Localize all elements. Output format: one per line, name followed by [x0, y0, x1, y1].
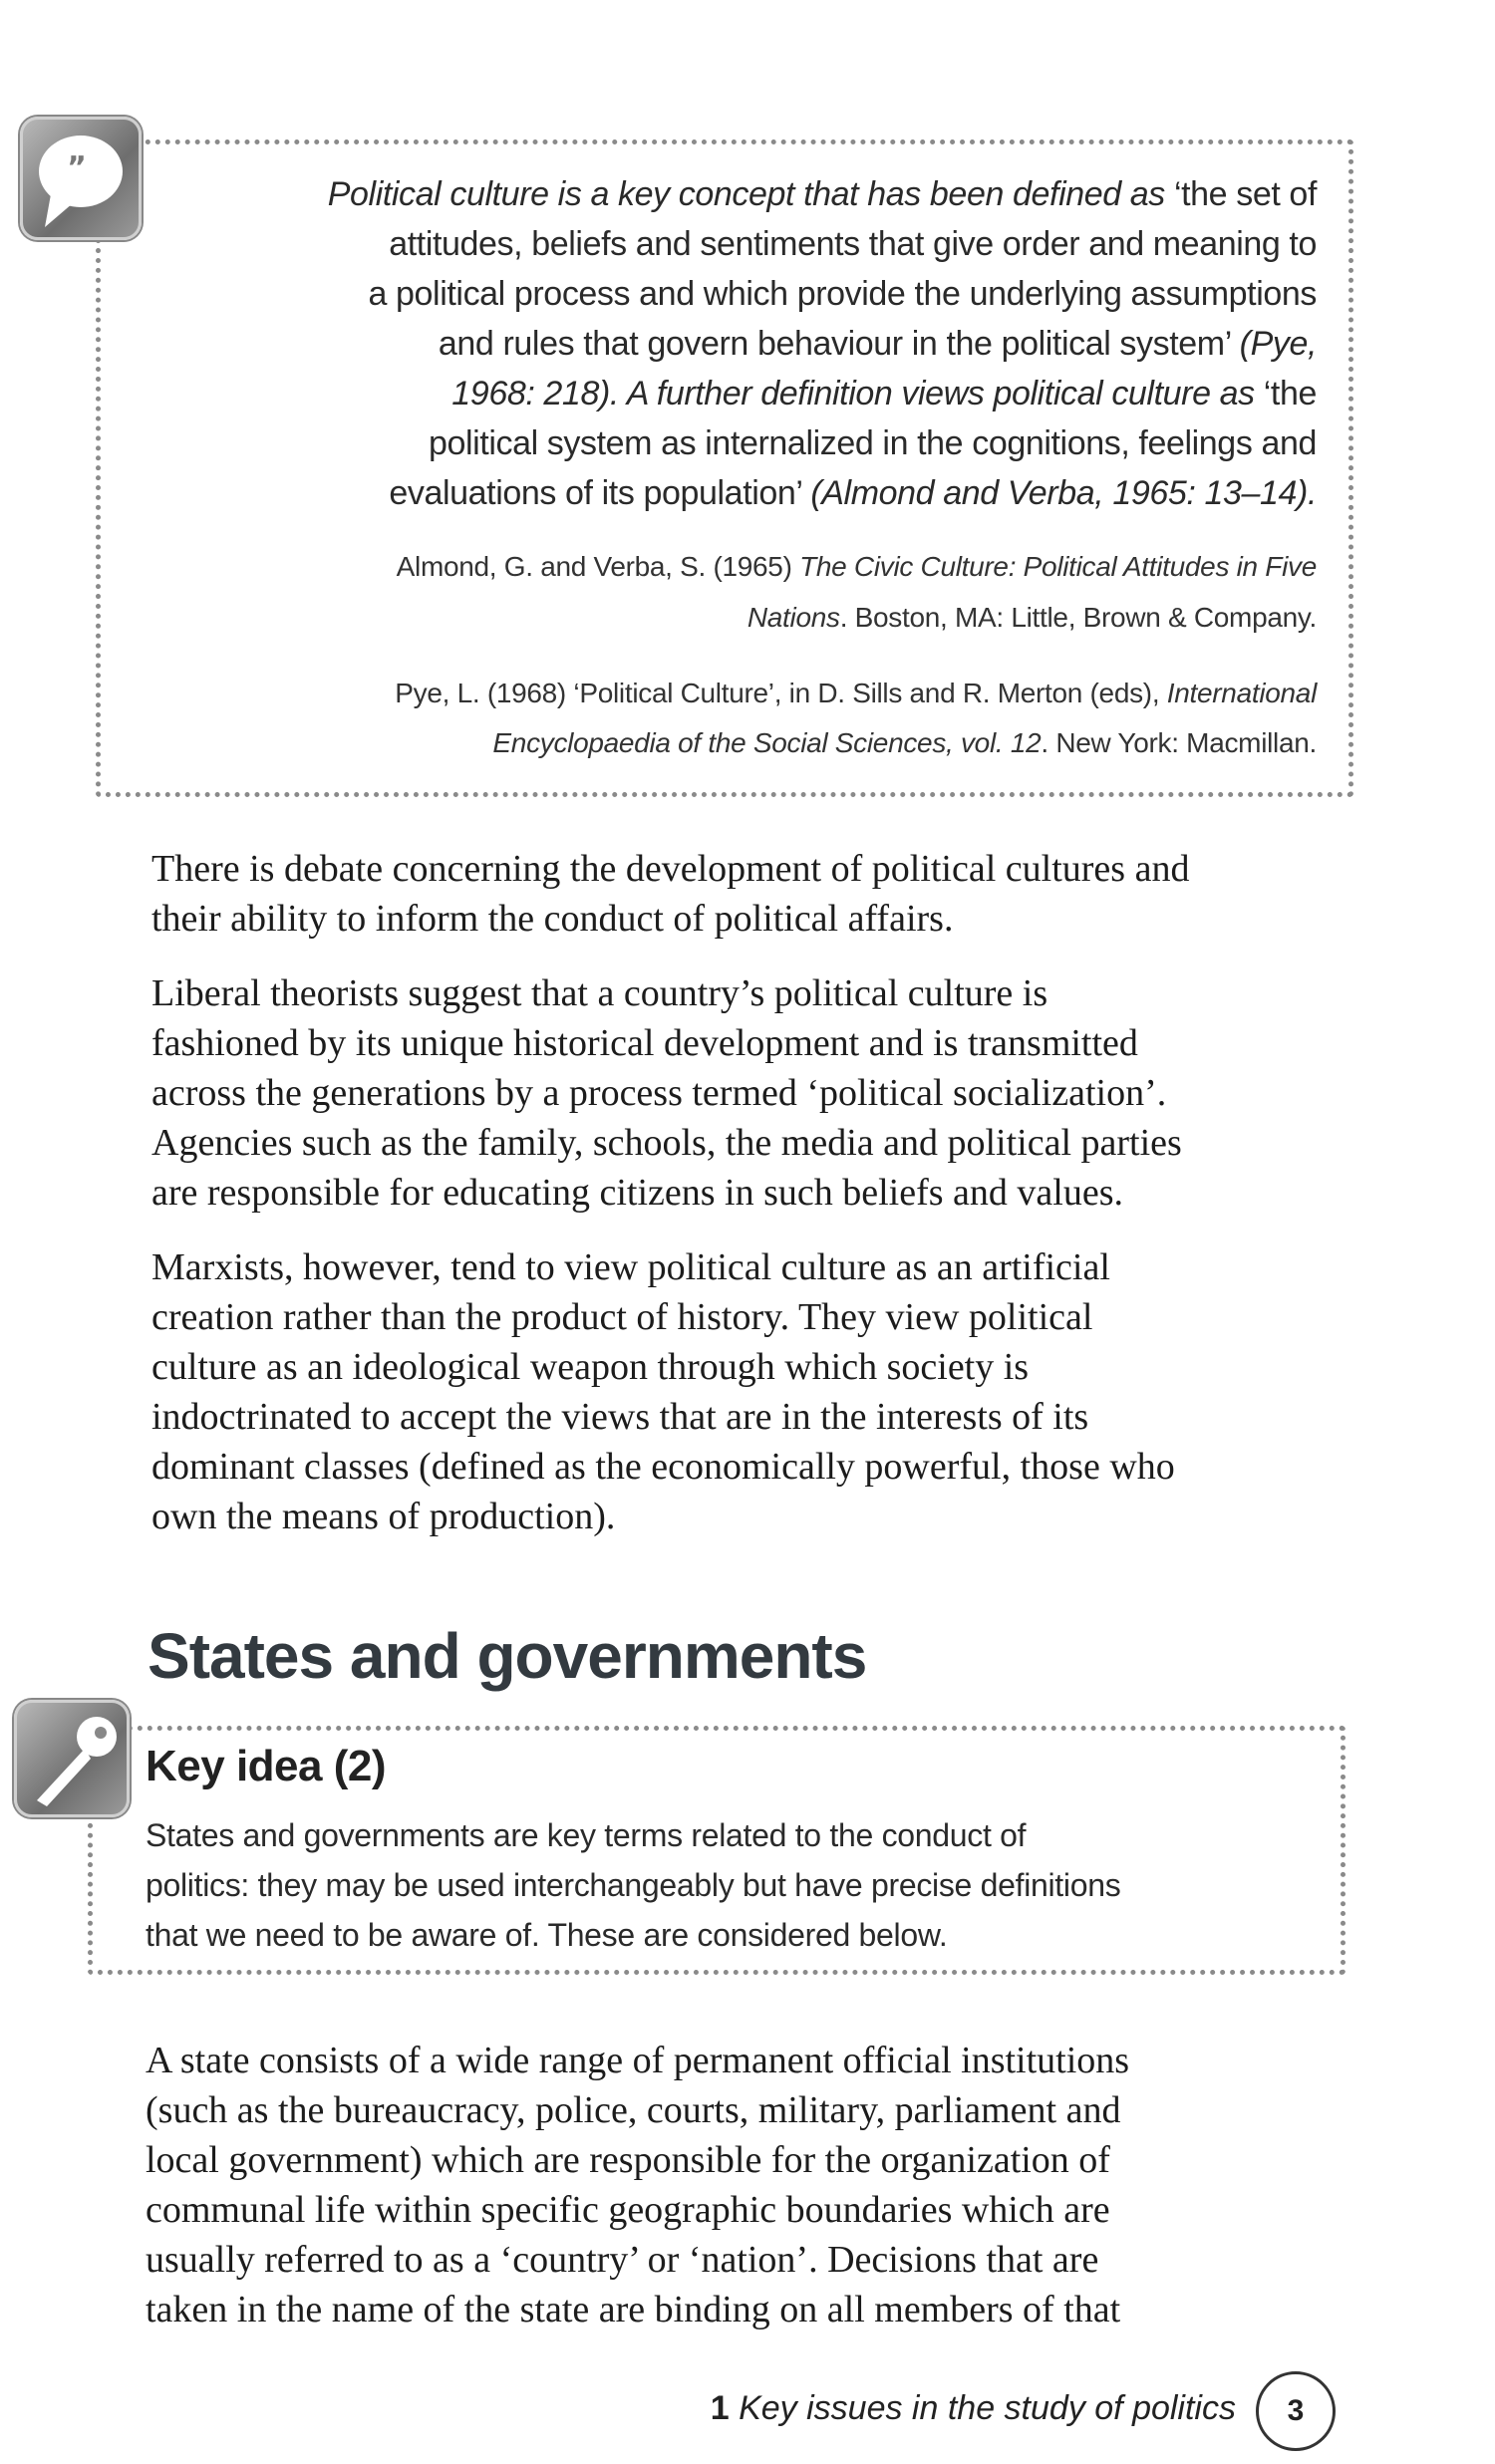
- key-icon: [14, 1700, 130, 1817]
- text-run: political system as internalized in the cognitions, feelings and: [428, 424, 1317, 462]
- quote-line: [328, 175, 1317, 214]
- paragraph-line: their ability to inform the conduct of political affairs.: [151, 898, 954, 940]
- text-run: . Boston, MA: Little, Brown & Company.: [839, 602, 1317, 633]
- text-run: Pye, L. (1968) ‘Political Culture’, in D. Sills and R. Merton (eds),: [395, 678, 1167, 708]
- paragraph-line: fashioned by its unique historical development and is transmitted: [151, 1022, 1138, 1064]
- svg-text:”: ”: [67, 150, 87, 185]
- paragraph-line: local government) which are responsible for the organization of: [146, 2139, 1110, 2181]
- italic-run: International: [1166, 678, 1317, 708]
- italic-run: (Pye,: [1239, 325, 1317, 363]
- italic-run: 1968: 218). A further definition views political culture as: [451, 375, 1264, 412]
- text-run: attitudes, beliefs and sentiments that give order and meaning to: [389, 225, 1317, 263]
- paragraph-line: communal life within specific geographic boundaries which are: [146, 2189, 1110, 2231]
- page-number: 3: [1287, 2394, 1305, 2427]
- text-run: ‘the set of: [1173, 175, 1317, 213]
- section-heading: States and governments: [148, 1620, 867, 1692]
- paragraph-line: Agencies such as the family, schools, the media and political parties: [151, 1122, 1182, 1164]
- paragraph-line: culture as an ideological weapon through which society is: [151, 1346, 1030, 1388]
- paragraph-line: Marxists, however, tend to view political culture as an artificial: [151, 1246, 1110, 1288]
- key-idea-line: politics: they may be used interchangeably but have precise definitions: [146, 1867, 1121, 1903]
- reference-line: [492, 727, 1317, 759]
- chapter-title: Key issues in the study of politics: [739, 2389, 1236, 2427]
- reference-line: [395, 678, 1317, 709]
- text-run: a political process and which provide the underlying assumptions: [368, 275, 1317, 313]
- reference-line: [748, 602, 1317, 634]
- paragraph-line: own the means of production).: [151, 1496, 616, 1537]
- key-idea-title: Key idea (2): [146, 1742, 386, 1790]
- paragraph-line: There is debate concerning the development of political cultures and: [151, 848, 1190, 890]
- paragraph-line: indoctrinated to accept the views that are in the interests of its: [151, 1396, 1089, 1438]
- paragraph-line: usually referred to as a ‘country’ or ‘nation’. Decisions that are: [146, 2239, 1099, 2281]
- chapter-number: 1: [710, 2389, 730, 2427]
- paragraph-line: Liberal theorists suggest that a country’s political culture is: [151, 972, 1048, 1014]
- paragraph-line: creation rather than the product of history. They view political: [151, 1296, 1093, 1338]
- text-run: ‘the: [1263, 375, 1317, 412]
- paragraph-line: (such as the bureaucracy, police, courts, military, parliament and: [146, 2089, 1121, 2131]
- italic-run: The Civic Culture: Political Attitudes in Five: [799, 551, 1317, 582]
- paragraph-line: A state consists of a wide range of permanent official institutions: [146, 2040, 1130, 2081]
- speech-bubble-quote-icon: [20, 117, 142, 240]
- quote-line: [451, 375, 1317, 413]
- quote-line: [389, 474, 1317, 513]
- key-idea-line: that we need to be aware of. These are considered below.: [146, 1917, 948, 1953]
- italic-run: Encyclopaedia of the Social Sciences, vol. 12: [492, 727, 1042, 758]
- quote-line: [368, 275, 1317, 314]
- quote-line: [429, 424, 1317, 463]
- paragraph-line: taken in the name of the state are binding on all members of that: [146, 2289, 1121, 2330]
- italic-run: (Almond and Verba, 1965: 13–14).: [810, 474, 1317, 512]
- quote-line: [389, 225, 1317, 264]
- running-footer: [711, 2389, 1236, 2428]
- italic-run: Nations: [747, 602, 840, 633]
- text-run: evaluations of its population’: [389, 474, 811, 512]
- page-number-badge: [1256, 2371, 1336, 2451]
- paragraph-line: are responsible for educating citizens in such beliefs and values.: [151, 1172, 1123, 1214]
- key-idea-line: States and governments are key terms related to the conduct of: [146, 1817, 1027, 1853]
- quote-line: [439, 325, 1317, 364]
- paragraph-line: across the generations by a process termed ‘political socialization’.: [151, 1072, 1167, 1114]
- text-run: Almond, G. and Verba, S. (1965): [396, 551, 800, 582]
- text-run: and rules that govern behaviour in the political system’: [438, 325, 1240, 363]
- text-run: . New York: Macmillan.: [1041, 727, 1317, 758]
- paragraph-line: dominant classes (defined as the economically powerful, those who: [151, 1446, 1175, 1488]
- reference-line: [397, 551, 1317, 583]
- italic-run: Political culture is a key concept that has been defined as: [327, 175, 1174, 213]
